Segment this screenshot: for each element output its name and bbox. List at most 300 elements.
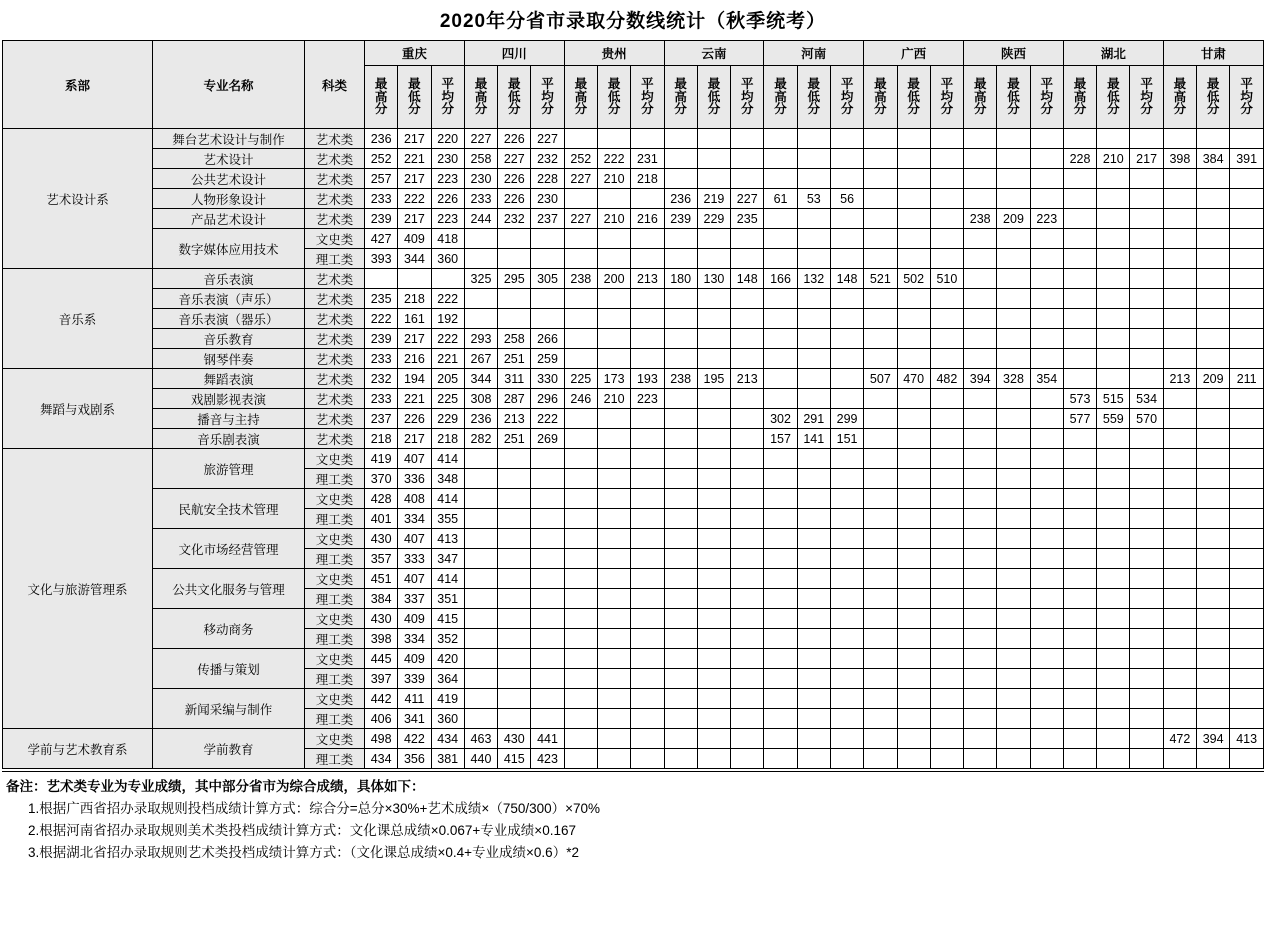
score-cell: 360 bbox=[431, 249, 464, 269]
col-header-province-2: 四川 bbox=[464, 41, 564, 66]
score-cell bbox=[1063, 129, 1096, 149]
score-cell bbox=[597, 709, 630, 729]
score-cell bbox=[830, 449, 863, 469]
score-cell bbox=[797, 369, 830, 389]
score-cell bbox=[697, 329, 730, 349]
score-cell bbox=[964, 249, 997, 269]
score-cell: 238 bbox=[564, 269, 597, 289]
score-cell bbox=[797, 669, 830, 689]
score-cell bbox=[864, 569, 897, 589]
table-row bbox=[3, 169, 1264, 189]
score-cell bbox=[830, 349, 863, 369]
score-cell bbox=[1163, 189, 1196, 209]
score-cell bbox=[1130, 689, 1163, 709]
col-header-sub-2-3: 平 均 分 bbox=[531, 66, 564, 129]
score-cell: 200 bbox=[597, 269, 630, 289]
score-cell bbox=[764, 629, 797, 649]
major-cell: 舞台艺术设计与制作 bbox=[153, 129, 305, 149]
table-body bbox=[3, 129, 1264, 769]
score-cell bbox=[1230, 229, 1264, 249]
score-cell bbox=[897, 569, 930, 589]
score-cell bbox=[964, 289, 997, 309]
score-cell: 355 bbox=[431, 509, 464, 529]
score-cell bbox=[897, 149, 930, 169]
score-cell bbox=[897, 309, 930, 329]
score-cell: 259 bbox=[531, 349, 564, 369]
score-cell: 302 bbox=[764, 409, 797, 429]
score-cell: 251 bbox=[498, 349, 531, 369]
score-cell bbox=[930, 609, 963, 629]
score-cell bbox=[797, 529, 830, 549]
score-cell bbox=[1230, 269, 1264, 289]
score-cell bbox=[1163, 449, 1196, 469]
score-cell bbox=[830, 129, 863, 149]
score-cell bbox=[597, 329, 630, 349]
score-cell bbox=[964, 489, 997, 509]
score-cell bbox=[464, 249, 497, 269]
score-cell bbox=[1030, 449, 1063, 469]
score-cell bbox=[664, 329, 697, 349]
score-cell bbox=[1063, 729, 1096, 749]
score-cell bbox=[1130, 449, 1163, 469]
score-cell bbox=[797, 449, 830, 469]
score-cell: 393 bbox=[365, 249, 398, 269]
score-cell bbox=[897, 689, 930, 709]
score-cell bbox=[930, 189, 963, 209]
score-cell bbox=[1230, 329, 1264, 349]
score-cell: 56 bbox=[830, 189, 863, 209]
score-cell: 221 bbox=[431, 349, 464, 369]
score-cell bbox=[731, 489, 764, 509]
score-cell bbox=[997, 409, 1030, 429]
score-cell bbox=[864, 209, 897, 229]
score-cell bbox=[1063, 249, 1096, 269]
score-cell bbox=[1230, 689, 1264, 709]
score-cell: 348 bbox=[431, 469, 464, 489]
score-cell bbox=[764, 529, 797, 549]
score-cell bbox=[864, 329, 897, 349]
score-cell: 337 bbox=[398, 589, 431, 609]
score-cell: 148 bbox=[830, 269, 863, 289]
score-cell: 411 bbox=[398, 689, 431, 709]
score-cell bbox=[830, 369, 863, 389]
score-cell bbox=[664, 689, 697, 709]
score-cell bbox=[1197, 289, 1230, 309]
score-cell: 161 bbox=[398, 309, 431, 329]
score-cell bbox=[597, 449, 630, 469]
major-cell: 音乐教育 bbox=[153, 329, 305, 349]
score-cell bbox=[631, 289, 664, 309]
score-cell: 148 bbox=[731, 269, 764, 289]
score-cell bbox=[797, 389, 830, 409]
score-cell bbox=[897, 209, 930, 229]
dept-cell: 学前与艺术教育系 bbox=[3, 729, 153, 769]
score-cell bbox=[997, 329, 1030, 349]
kelei-cell: 理工类 bbox=[305, 709, 365, 729]
page-title: 2020年分省市录取分数线统计（秋季统考） bbox=[439, 11, 827, 32]
score-cell bbox=[664, 469, 697, 489]
score-cell: 223 bbox=[431, 169, 464, 189]
score-cell: 213 bbox=[498, 409, 531, 429]
score-cell bbox=[1063, 669, 1096, 689]
score-cell bbox=[1063, 489, 1096, 509]
score-cell bbox=[664, 629, 697, 649]
score-cell: 226 bbox=[498, 169, 531, 189]
score-cell: 328 bbox=[997, 369, 1030, 389]
score-cell bbox=[1230, 389, 1264, 409]
score-cell bbox=[1030, 489, 1063, 509]
kelei-cell: 理工类 bbox=[305, 549, 365, 569]
score-cell bbox=[1097, 609, 1130, 629]
score-cell bbox=[797, 509, 830, 529]
score-cell bbox=[597, 529, 630, 549]
score-cell bbox=[864, 669, 897, 689]
score-cell bbox=[1230, 289, 1264, 309]
score-cell bbox=[1163, 689, 1196, 709]
col-header-sub-5-2: 最 低 分 bbox=[797, 66, 830, 129]
score-cell bbox=[1197, 229, 1230, 249]
score-cell bbox=[1130, 169, 1163, 189]
score-cell bbox=[1097, 269, 1130, 289]
major-cell: 学前教育 bbox=[153, 729, 305, 769]
score-cell bbox=[1030, 429, 1063, 449]
score-cell bbox=[597, 749, 630, 769]
score-cell bbox=[631, 189, 664, 209]
score-cell bbox=[1063, 309, 1096, 329]
score-cell bbox=[564, 669, 597, 689]
kelei-cell: 文史类 bbox=[305, 449, 365, 469]
major-cell: 舞蹈表演 bbox=[153, 369, 305, 389]
score-cell bbox=[697, 149, 730, 169]
score-cell bbox=[897, 629, 930, 649]
score-cell bbox=[964, 329, 997, 349]
score-cell bbox=[797, 149, 830, 169]
score-cell: 230 bbox=[464, 169, 497, 189]
score-cell bbox=[664, 589, 697, 609]
score-cell: 53 bbox=[797, 189, 830, 209]
score-cell: 235 bbox=[365, 289, 398, 309]
col-header-sub-1-1: 最 高 分 bbox=[365, 66, 398, 129]
score-cell bbox=[631, 489, 664, 509]
score-cell bbox=[1063, 189, 1096, 209]
score-cell bbox=[997, 449, 1030, 469]
score-cell bbox=[964, 589, 997, 609]
score-cell bbox=[797, 729, 830, 749]
score-cell bbox=[697, 469, 730, 489]
score-cell bbox=[897, 669, 930, 689]
score-cell bbox=[964, 309, 997, 329]
score-cell bbox=[697, 729, 730, 749]
score-cell bbox=[464, 649, 497, 669]
score-cell bbox=[997, 149, 1030, 169]
score-cell bbox=[597, 509, 630, 529]
table-row bbox=[3, 349, 1264, 369]
score-cell bbox=[1030, 669, 1063, 689]
score-cell: 223 bbox=[1030, 209, 1063, 229]
score-cell bbox=[764, 309, 797, 329]
major-cell: 艺术设计 bbox=[153, 149, 305, 169]
score-cell bbox=[797, 689, 830, 709]
score-cell bbox=[664, 229, 697, 249]
score-cell bbox=[930, 229, 963, 249]
score-cell bbox=[731, 129, 764, 149]
score-cell bbox=[498, 609, 531, 629]
score-cell bbox=[797, 329, 830, 349]
score-cell: 415 bbox=[498, 749, 531, 769]
col-header-province-5: 河南 bbox=[764, 41, 864, 66]
score-cell: 397 bbox=[365, 669, 398, 689]
score-cell bbox=[764, 469, 797, 489]
score-cell bbox=[864, 729, 897, 749]
score-cell bbox=[1197, 449, 1230, 469]
score-cell bbox=[664, 549, 697, 569]
score-cell: 217 bbox=[398, 329, 431, 349]
kelei-cell: 艺术类 bbox=[305, 409, 365, 429]
score-cell: 339 bbox=[398, 669, 431, 689]
score-cell bbox=[1063, 449, 1096, 469]
score-cell bbox=[997, 229, 1030, 249]
score-cell bbox=[1163, 549, 1196, 569]
table-row bbox=[3, 429, 1264, 449]
score-cell: 227 bbox=[464, 129, 497, 149]
score-cell bbox=[1030, 709, 1063, 729]
score-cell bbox=[964, 549, 997, 569]
score-cell: 282 bbox=[464, 429, 497, 449]
score-cell bbox=[464, 449, 497, 469]
score-cell bbox=[897, 169, 930, 189]
score-cell bbox=[697, 629, 730, 649]
score-cell bbox=[1097, 429, 1130, 449]
score-cell bbox=[1230, 429, 1264, 449]
score-cell: 398 bbox=[365, 629, 398, 649]
score-cell bbox=[897, 549, 930, 569]
score-cell bbox=[498, 229, 531, 249]
score-cell bbox=[1063, 329, 1096, 349]
score-cell: 269 bbox=[531, 429, 564, 449]
table-row bbox=[3, 389, 1264, 409]
col-header-sub-4-1: 最 高 分 bbox=[664, 66, 697, 129]
score-cell bbox=[531, 529, 564, 549]
score-cell bbox=[631, 449, 664, 469]
score-cell bbox=[1097, 749, 1130, 769]
score-cell bbox=[897, 709, 930, 729]
col-header-sub-9-1: 最 高 分 bbox=[1163, 66, 1196, 129]
score-cell bbox=[997, 569, 1030, 589]
score-cell bbox=[1230, 469, 1264, 489]
score-cell: 427 bbox=[365, 229, 398, 249]
score-cell bbox=[731, 629, 764, 649]
kelei-cell: 文史类 bbox=[305, 229, 365, 249]
score-cell: 451 bbox=[365, 569, 398, 589]
score-cell bbox=[1197, 309, 1230, 329]
table-row bbox=[3, 529, 1264, 549]
score-cell bbox=[731, 609, 764, 629]
score-cell bbox=[797, 609, 830, 629]
score-cell bbox=[764, 689, 797, 709]
score-cell: 347 bbox=[431, 549, 464, 569]
score-cell bbox=[531, 689, 564, 709]
score-cell bbox=[764, 489, 797, 509]
score-cell bbox=[897, 229, 930, 249]
score-cell bbox=[464, 529, 497, 549]
col-header-province-9: 甘肃 bbox=[1163, 41, 1263, 66]
score-cell bbox=[631, 609, 664, 629]
score-cell: 445 bbox=[365, 649, 398, 669]
score-cell bbox=[464, 309, 497, 329]
score-cell bbox=[830, 609, 863, 629]
score-cell bbox=[1097, 229, 1130, 249]
score-cell bbox=[1097, 649, 1130, 669]
kelei-cell: 艺术类 bbox=[305, 289, 365, 309]
score-cell bbox=[597, 229, 630, 249]
score-cell bbox=[731, 169, 764, 189]
score-cell bbox=[1097, 589, 1130, 609]
score-cell bbox=[1030, 629, 1063, 649]
score-cell bbox=[930, 589, 963, 609]
score-cell bbox=[1097, 509, 1130, 529]
score-cell: 141 bbox=[797, 429, 830, 449]
score-cell bbox=[830, 669, 863, 689]
score-cell: 573 bbox=[1063, 389, 1096, 409]
score-cell: 515 bbox=[1097, 389, 1130, 409]
score-cell: 216 bbox=[398, 349, 431, 369]
score-cell bbox=[1163, 329, 1196, 349]
score-cell: 236 bbox=[365, 129, 398, 149]
score-cell bbox=[731, 309, 764, 329]
score-cell bbox=[864, 489, 897, 509]
score-cell bbox=[664, 249, 697, 269]
score-cell bbox=[830, 649, 863, 669]
score-cell bbox=[1163, 589, 1196, 609]
score-cell bbox=[1130, 369, 1163, 389]
score-cell: 233 bbox=[464, 189, 497, 209]
score-cell: 293 bbox=[464, 329, 497, 349]
kelei-cell: 理工类 bbox=[305, 749, 365, 769]
score-cell bbox=[464, 689, 497, 709]
table-row bbox=[3, 209, 1264, 229]
score-cell bbox=[930, 329, 963, 349]
score-cell: 233 bbox=[365, 189, 398, 209]
score-cell: 222 bbox=[597, 149, 630, 169]
score-cell bbox=[731, 289, 764, 309]
score-cell bbox=[1030, 469, 1063, 489]
score-cell bbox=[1030, 249, 1063, 269]
score-cell bbox=[1230, 449, 1264, 469]
score-cell bbox=[764, 389, 797, 409]
score-cell bbox=[930, 489, 963, 509]
score-cell bbox=[1197, 189, 1230, 209]
score-cell bbox=[1163, 269, 1196, 289]
score-cell bbox=[564, 489, 597, 509]
score-cell bbox=[1063, 429, 1096, 449]
score-cell bbox=[498, 529, 531, 549]
score-cell bbox=[1097, 249, 1130, 269]
score-cell bbox=[864, 609, 897, 629]
score-cell bbox=[764, 209, 797, 229]
notes-block bbox=[6, 776, 1262, 863]
score-cell bbox=[1163, 349, 1196, 369]
score-cell bbox=[664, 169, 697, 189]
score-cell bbox=[731, 549, 764, 569]
col-header-province-7: 陕西 bbox=[964, 41, 1064, 66]
header-row-provinces bbox=[3, 41, 1264, 66]
score-cell bbox=[1130, 529, 1163, 549]
score-cell bbox=[697, 249, 730, 269]
score-cell bbox=[1030, 189, 1063, 209]
score-cell bbox=[731, 669, 764, 689]
score-cell bbox=[997, 189, 1030, 209]
kelei-cell: 理工类 bbox=[305, 249, 365, 269]
score-cell bbox=[564, 609, 597, 629]
note-line-3: 2.根据河南省招办录取规则美术类投档成绩计算方式：文化课总成绩×0.067+专业成绩×0.167 bbox=[28, 822, 576, 838]
score-cell bbox=[1030, 349, 1063, 369]
score-cell bbox=[864, 449, 897, 469]
score-cell bbox=[1230, 509, 1264, 529]
score-cell bbox=[930, 349, 963, 369]
score-cell bbox=[1063, 709, 1096, 729]
score-cell bbox=[664, 309, 697, 329]
score-cell bbox=[531, 469, 564, 489]
score-cell bbox=[1097, 549, 1130, 569]
score-cell: 333 bbox=[398, 549, 431, 569]
score-cell: 419 bbox=[431, 689, 464, 709]
score-cell bbox=[1163, 289, 1196, 309]
score-cell: 235 bbox=[731, 209, 764, 229]
score-cell bbox=[697, 129, 730, 149]
score-cell: 209 bbox=[997, 209, 1030, 229]
score-cell: 230 bbox=[531, 189, 564, 209]
score-cell bbox=[1063, 289, 1096, 309]
dept-cell: 艺术设计系 bbox=[3, 129, 153, 269]
score-cell bbox=[897, 189, 930, 209]
score-cell bbox=[564, 589, 597, 609]
score-cell bbox=[997, 529, 1030, 549]
score-cell: 482 bbox=[930, 369, 963, 389]
score-cell bbox=[997, 429, 1030, 449]
score-cell: 502 bbox=[897, 269, 930, 289]
score-cell bbox=[1197, 389, 1230, 409]
score-cell bbox=[997, 269, 1030, 289]
score-cell bbox=[697, 389, 730, 409]
score-cell bbox=[597, 409, 630, 429]
score-cell bbox=[764, 569, 797, 589]
score-cell bbox=[964, 569, 997, 589]
dept-cell: 文化与旅游管理系 bbox=[3, 449, 153, 729]
score-cell bbox=[531, 449, 564, 469]
score-cell: 570 bbox=[1130, 409, 1163, 429]
score-cell bbox=[830, 169, 863, 189]
note-line-4: 3.根据湖北省招办录取规则艺术类投档成绩计算方式：（文化课总成绩×0.4+专业成绩×0.6）*2 bbox=[28, 844, 579, 860]
score-cell bbox=[830, 729, 863, 749]
score-cell bbox=[664, 409, 697, 429]
score-cell bbox=[864, 649, 897, 669]
score-cell bbox=[797, 549, 830, 569]
score-cell: 244 bbox=[464, 209, 497, 229]
score-cell bbox=[564, 469, 597, 489]
score-cell bbox=[1097, 529, 1130, 549]
score-cell bbox=[1197, 549, 1230, 569]
score-cell bbox=[731, 449, 764, 469]
score-cell bbox=[897, 469, 930, 489]
score-cell: 463 bbox=[464, 729, 497, 749]
score-cell bbox=[1130, 469, 1163, 489]
score-cell bbox=[964, 169, 997, 189]
score-cell bbox=[930, 669, 963, 689]
score-cell bbox=[697, 669, 730, 689]
score-cell bbox=[997, 589, 1030, 609]
score-cell: 237 bbox=[531, 209, 564, 229]
score-cell bbox=[864, 709, 897, 729]
